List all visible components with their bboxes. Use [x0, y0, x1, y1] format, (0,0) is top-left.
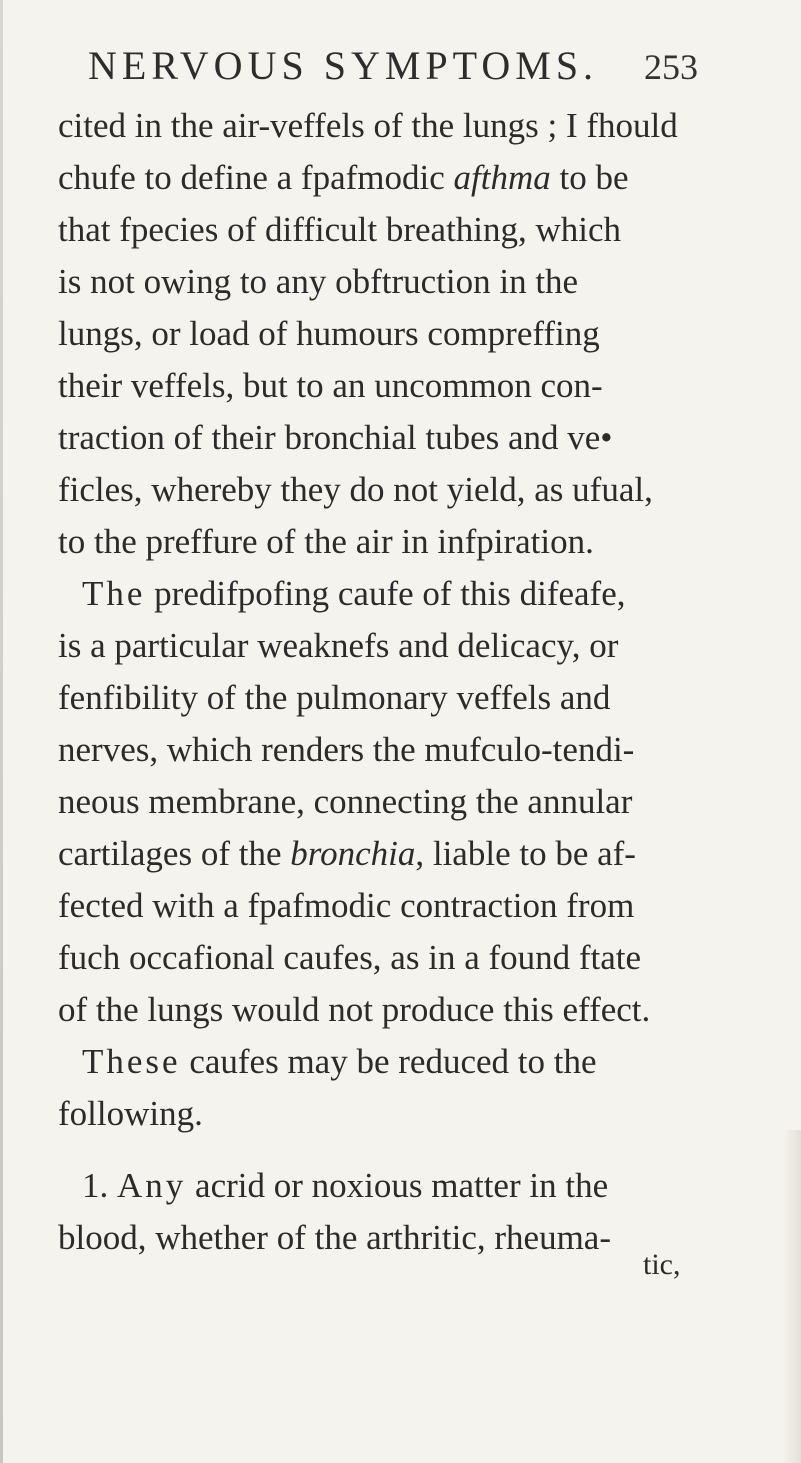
text-line-13: nerves, which renders the mufculo-tendi- — [58, 730, 635, 769]
text-line-17: fuch occafional caufes, as in a found ftate — [58, 938, 642, 977]
text-line-20: following. — [58, 1094, 203, 1133]
text-line-12: fenfibility of the pulmonary veffels and — [58, 678, 611, 717]
text-line-16: fected with a fpafmodic contraction from — [58, 886, 635, 925]
text-line-19 — [82, 1036, 597, 1088]
italic-term-bronchia: bronchia — [290, 834, 416, 873]
running-head: NERVOUS SYMPTOMS. — [88, 43, 599, 88]
page-left-edge — [0, 0, 3, 1463]
text-fragment: , liable to be af- — [415, 834, 636, 873]
text-fragment: acrid or noxious matter in the — [195, 1166, 609, 1205]
smallcaps-word: Any — [117, 1166, 187, 1205]
text-fragment: caufes may be reduced to the — [189, 1042, 597, 1081]
text-line-22: blood, whether of the arthritic, rheuma- — [58, 1218, 611, 1257]
text-line-6: their veffels, but to an uncommon con- — [58, 366, 603, 405]
italic-term-asthma: afthma — [453, 158, 551, 197]
text-line-3: that fpecies of difficult breathing, which — [58, 210, 622, 249]
text-line-5: lungs, or load of humours compreffing — [58, 314, 600, 353]
text-line-2 — [58, 152, 629, 204]
text-line-9: to the preffure of the air in infpiration. — [58, 522, 594, 561]
text-line-18: of the lungs would not produce this effect. — [58, 990, 651, 1029]
smallcaps-word: The — [82, 574, 146, 613]
text-line-11: is a particular weaknefs and delicacy, or — [58, 626, 619, 665]
page-number: 253 — [644, 47, 698, 87]
page-shadow — [783, 1130, 801, 1463]
text-line-8: ficles, whereby they do not yield, as ufual, — [58, 470, 653, 509]
text-line-4: is not owing to any obftruction in the — [58, 262, 579, 301]
text-line-15 — [58, 828, 636, 880]
text-line-10 — [82, 568, 626, 620]
text-line-1: cited in the air-veffels of the lungs ; I fhould — [58, 106, 678, 145]
list-number: 1. — [82, 1166, 109, 1205]
text-fragment: to be — [559, 158, 629, 197]
page-header — [88, 42, 738, 102]
text-fragment: cartilages of the — [58, 834, 282, 873]
smallcaps-word: These — [82, 1042, 181, 1081]
text-line-21 — [82, 1160, 608, 1212]
text-fragment: chufe to define a fpafmodic — [58, 158, 445, 197]
catchword: tic, — [643, 1248, 681, 1281]
text-line-14: neous membrane, connecting the annular — [58, 782, 633, 821]
text-line-7: traction of their bronchial tubes and ve• — [58, 418, 613, 457]
text-fragment: predifpofing caufe of this difeafe, — [154, 574, 626, 613]
